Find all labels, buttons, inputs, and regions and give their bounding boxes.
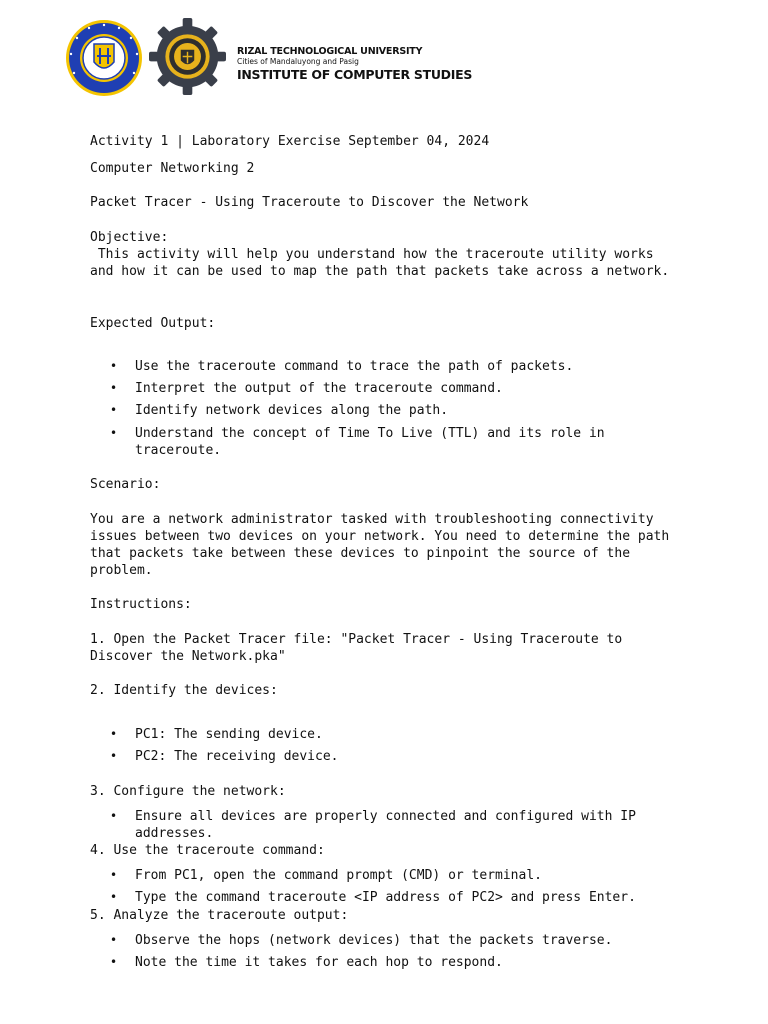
list-item-text: Identify network devices along the path. xyxy=(135,403,449,418)
activity-title: Packet Tracer - Using Traceroute to Discover the Network xyxy=(90,195,529,210)
bullet-glyph: • xyxy=(110,890,118,904)
rtu-seal-logo xyxy=(64,18,144,98)
step-4: 4. Use the traceroute command: xyxy=(90,843,325,858)
step-1: 1. Open the Packet Tracer file: "Packet Tracer - Using Traceroute to Discover the Network.pka" xyxy=(90,632,631,664)
bullet-glyph: • xyxy=(110,933,118,947)
list-item-text: Ensure all devices are properly connected and configured with IP addresses. xyxy=(135,809,636,841)
bullet-glyph: • xyxy=(110,381,118,395)
list-item-text: Interpret the output of the traceroute command. xyxy=(135,381,503,396)
bullet-glyph: • xyxy=(110,359,118,373)
list-item-text: Observe the hops (network devices) that the packets traverse. xyxy=(135,933,613,948)
list-item-text: Use the traceroute command to trace the path of packets. xyxy=(135,359,574,374)
campus-cities: Cities of Mandaluyong and Pasig xyxy=(237,57,359,66)
ics-gear-logo xyxy=(149,18,226,95)
list-item-text: PC2: The receiving device. xyxy=(135,749,339,764)
list-item-text: From PC1, open the command prompt (CMD) or terminal. xyxy=(135,868,542,883)
bullet-glyph: • xyxy=(110,809,118,823)
bullet-glyph: • xyxy=(110,868,118,882)
objective-text: This activity will help you understand how the traceroute utility works and how it can be used to map the path that packets take across a network. xyxy=(90,247,670,279)
instructions-label: Instructions: xyxy=(90,597,192,612)
scenario-text: You are a network administrator tasked with troubleshooting connectivity issues between two devices on your network. You need to determine the path that packets take between these devices to pinpoint the source of the problem. xyxy=(90,512,678,578)
list-item-text: Note the time it takes for each hop to respond. xyxy=(135,955,503,970)
step-2: 2. Identify the devices: xyxy=(90,683,278,698)
expected-output-label: Expected Output: xyxy=(90,316,216,331)
activity-line: Activity 1 | Laboratory Exercise September 04, 2024 xyxy=(90,134,490,149)
objective-label: Objective: xyxy=(90,230,169,245)
bullet-glyph: • xyxy=(110,749,118,763)
course-name: Computer Networking 2 xyxy=(90,161,255,176)
institute-name: INSTITUTE OF COMPUTER STUDIES xyxy=(237,67,473,82)
list-item-text: Type the command traceroute <IP address of PC2> and press Enter. xyxy=(135,890,636,905)
step-5: 5. Analyze the traceroute output: xyxy=(90,908,349,923)
scenario-label: Scenario: xyxy=(90,477,161,492)
bullet-glyph: • xyxy=(110,955,118,969)
university-name: RIZAL TECHNOLOGICAL UNIVERSITY xyxy=(237,46,423,57)
document-header xyxy=(0,0,768,110)
bullet-glyph: • xyxy=(110,403,118,417)
list-item-text: Understand the concept of Time To Live (TTL) and its role in traceroute. xyxy=(135,426,605,458)
step-3: 3. Configure the network: xyxy=(90,784,286,799)
list-item-text: PC1: The sending device. xyxy=(135,727,323,742)
bullet-glyph: • xyxy=(110,426,118,440)
bullet-glyph: • xyxy=(110,727,118,741)
institution-block xyxy=(237,46,472,82)
